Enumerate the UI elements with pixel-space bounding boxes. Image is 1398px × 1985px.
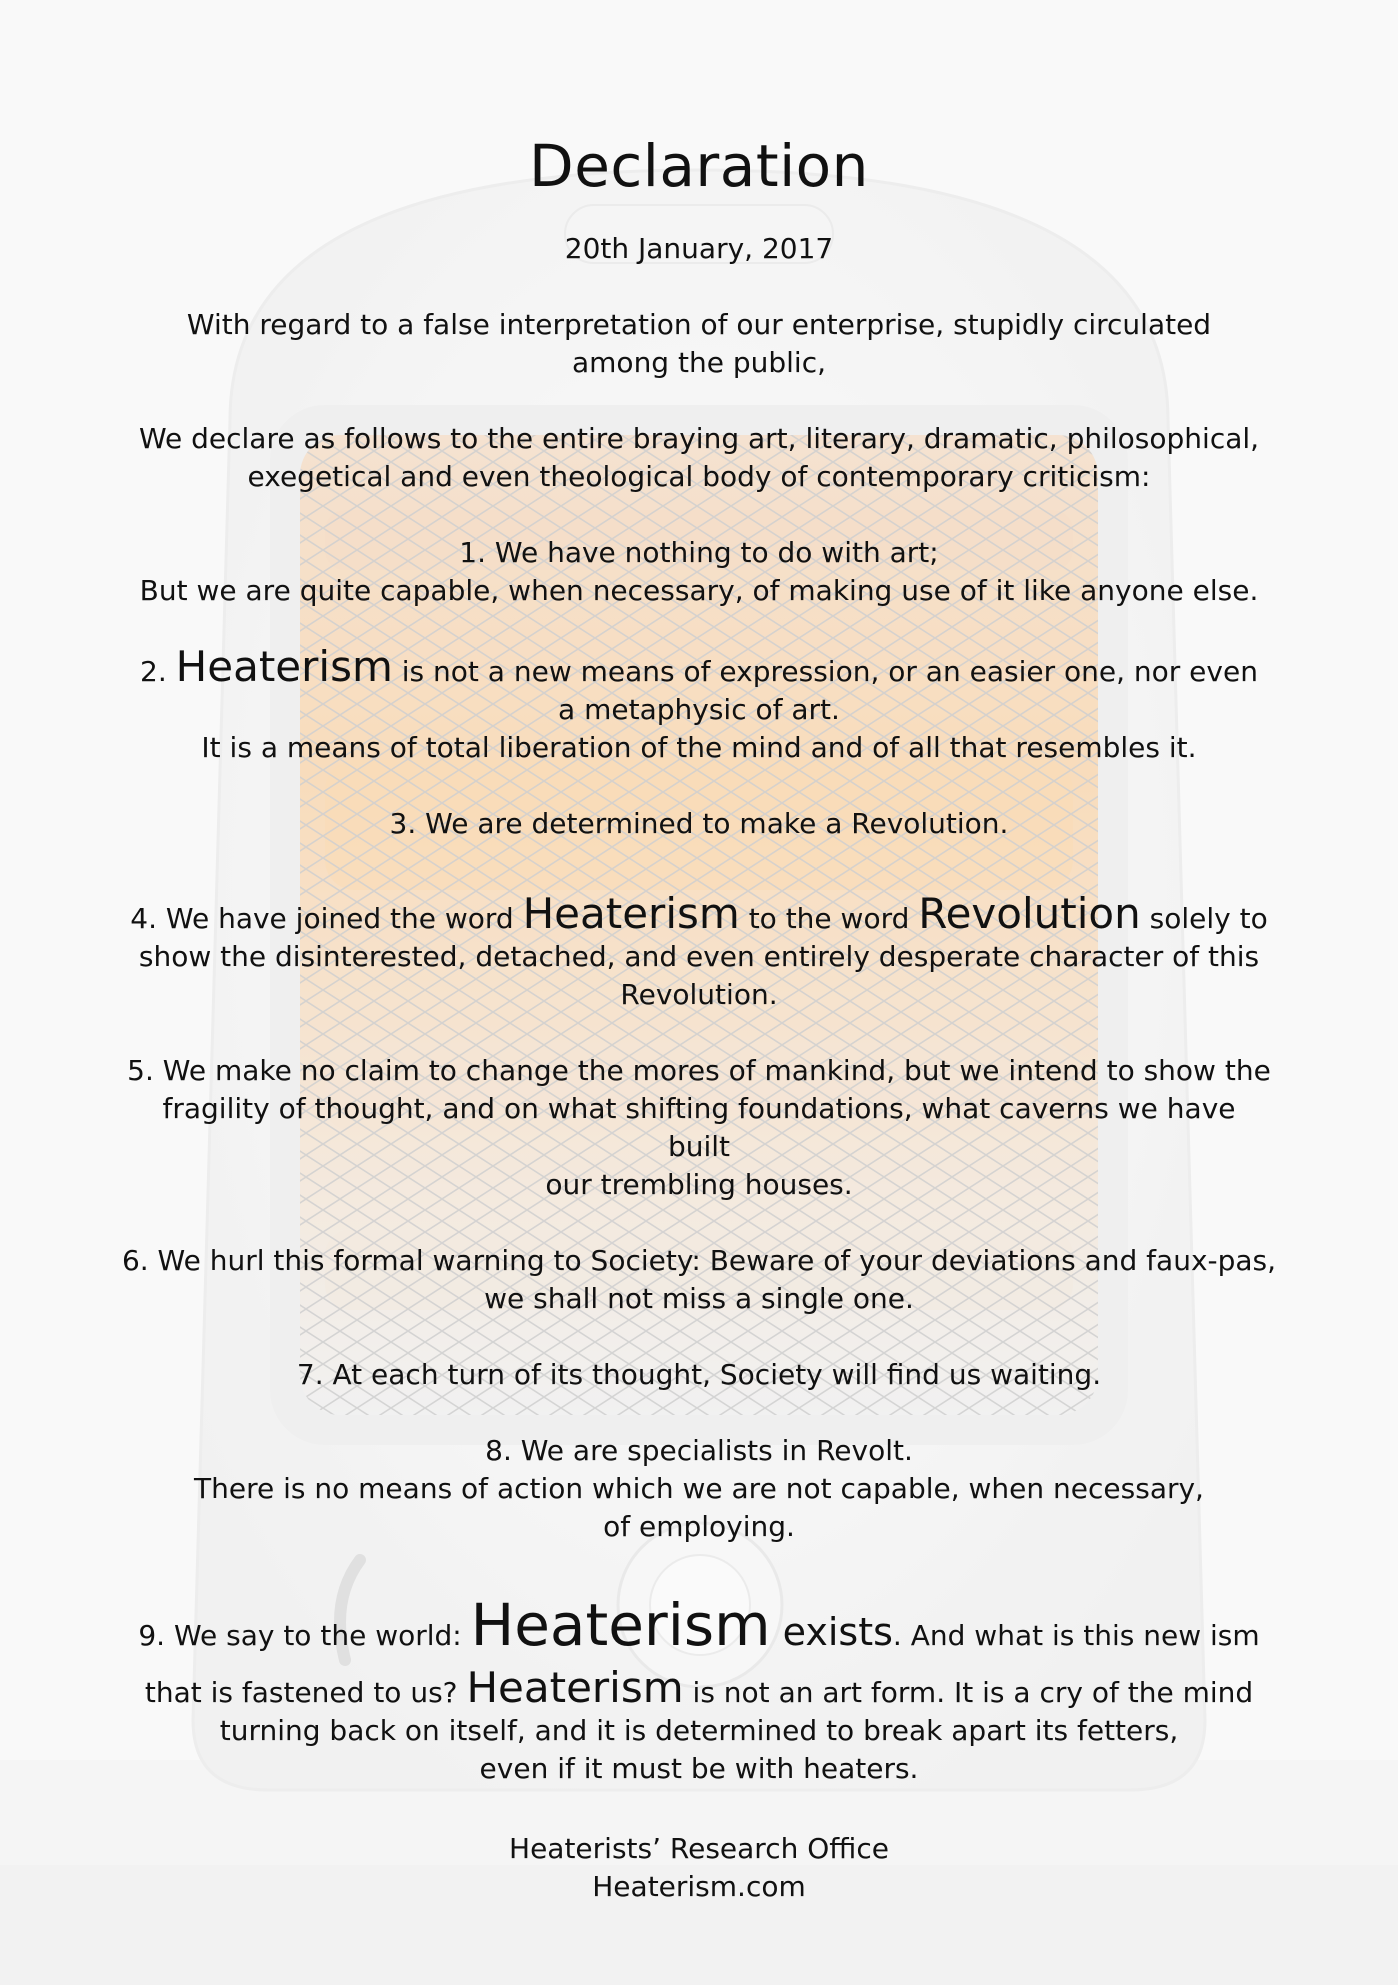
point-9	[100, 1584, 1298, 1788]
point-2-number: 2.	[140, 655, 176, 688]
point-9-text: that is fastened to us?	[144, 1676, 467, 1709]
point-9-line: turning back on itself, and it is determined to break apart its fetters,	[219, 1714, 1179, 1747]
heaterism-word: Heaterism	[470, 1591, 771, 1659]
point-9-text: is not an art form. It is a cry of the mind	[683, 1676, 1254, 1709]
heaterism-word: Heaterism	[466, 1663, 684, 1712]
point-4-line: Revolution.	[620, 978, 778, 1011]
declare-paragraph	[100, 420, 1298, 496]
intro-paragraph	[100, 306, 1298, 382]
point-3	[100, 805, 1298, 843]
point-4-text: 4. We have joined the word	[130, 902, 523, 935]
point-8-line: There is no means of action which we are not capable, when necessary,	[194, 1472, 1204, 1505]
point-1-line: 1. We have nothing to do with art;	[459, 536, 939, 569]
point-2-line: a metaphysic of art.	[558, 693, 840, 726]
declaration-body	[100, 306, 1298, 1826]
point-8-line: 8. We are specialists in Revolt.	[485, 1434, 913, 1467]
point-2-line	[100, 642, 1298, 691]
declare-line: exegetical and even theological body of contemporary criticism:	[247, 460, 1151, 493]
point-5-line: fragility of thought, and on what shifting foundations, what caverns we have	[162, 1092, 1236, 1125]
point-4-text: solely to	[1140, 902, 1268, 935]
heaterism-word: Heaterism	[522, 889, 740, 938]
point-6-line: we shall not miss a single one.	[484, 1282, 914, 1315]
point-6	[100, 1242, 1298, 1318]
point-5-line: built	[667, 1130, 731, 1163]
point-9-line	[100, 1663, 1298, 1712]
point-4	[100, 881, 1298, 1014]
declare-line: We declare as follows to the entire braying art, literary, dramatic, philosophical,	[138, 422, 1260, 455]
point-4-line	[100, 889, 1298, 938]
point-9-line	[100, 1591, 1298, 1659]
point-2-line: It is a means of total liberation of the mind and of all that resembles it.	[201, 731, 1197, 764]
point-2	[100, 642, 1298, 767]
point-6-line: 6. We hurl this formal warning to Society: Beware of your deviations and faux-pas,	[121, 1244, 1277, 1277]
point-5-line: our trembling houses.	[545, 1168, 853, 1201]
website-text: Heaterism.com	[592, 1870, 806, 1903]
point-8-line: of employing.	[603, 1510, 795, 1543]
point-5	[100, 1052, 1298, 1204]
point-4-line: show the disinterested, detached, and even entirely desperate character of this	[138, 940, 1260, 973]
point-1	[100, 534, 1298, 610]
signature-block	[0, 1830, 1398, 1906]
point-3-line: 3. We are determined to make a Revolution.	[389, 807, 1009, 840]
point-9-text: . And what is this new ism	[892, 1619, 1260, 1652]
point-2-text: is not a new means of expression, or an easier one, nor even	[392, 655, 1258, 688]
point-4-text: to the word	[739, 902, 919, 935]
point-5-line: 5. We make no claim to change the mores of mankind, but we intend to show the	[127, 1054, 1271, 1087]
document-date: 20th January, 2017	[564, 232, 834, 265]
point-7	[100, 1356, 1298, 1394]
heaterism-word: Heaterism	[175, 642, 393, 691]
intro-line: With regard to a false interpretation of our enterprise, stupidly circulated	[186, 308, 1212, 341]
intro-line: among the public,	[572, 346, 826, 379]
point-1-line: But we are quite capable, when necessary, of making use of it like anyone else.	[139, 574, 1259, 607]
point-8	[100, 1432, 1298, 1546]
point-7-line: 7. At each turn of its thought, Society will find us waiting.	[296, 1358, 1102, 1391]
page-title: Declaration	[529, 132, 869, 200]
exists-word: exists	[770, 1610, 893, 1654]
revolution-word: Revolution	[918, 889, 1141, 938]
point-9-text: 9. We say to the world:	[138, 1619, 471, 1652]
point-9-line: even if it must be with heaters.	[479, 1752, 919, 1785]
office-name: Heaterists’ Research Office	[509, 1832, 889, 1865]
